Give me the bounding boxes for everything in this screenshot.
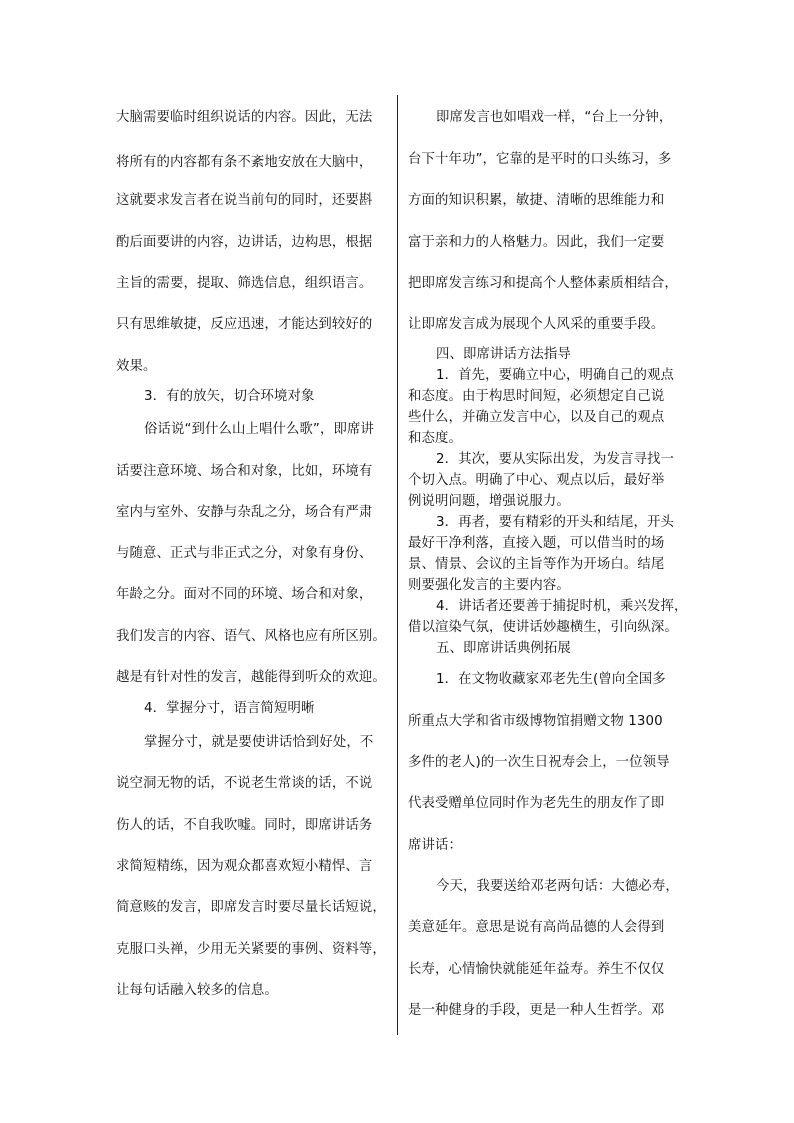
left-line-21: 简意赅的发言，即席发言时要尽量长话短说， bbox=[116, 900, 386, 915]
right-line-9: 和态度。由于构思时间短，必须想定自己说 bbox=[408, 389, 665, 404]
left-line-9: 俗话说“到什么山上唱什么歌”，即席讲 bbox=[144, 422, 374, 437]
left-line-2: 将所有的内容都有条不紊地安放在大脑中， bbox=[116, 155, 373, 170]
right-line-17: 景、情景、会议的主旨等作为开场白。结尾 bbox=[408, 557, 665, 572]
left-line-23: 让每句话融入较多的信息。 bbox=[116, 983, 278, 998]
right-line-10: 些什么，并确立发言中心，以及自己的观点 bbox=[408, 410, 665, 425]
left-line-4: 酌后面要讲的内容，边讲话，边构思，根据 bbox=[116, 235, 373, 250]
right-line-15: 3．再者，要有精彩的开头和结尾，开头 bbox=[436, 515, 674, 530]
left-line-18: 说空洞无物的话，不说老生常谈的话，不说 bbox=[116, 776, 373, 791]
right-line-26: 席讲话： bbox=[408, 838, 462, 853]
column-divider bbox=[397, 95, 398, 1035]
right-line-1: 即席发言也如唱戏一样，“台上一分钟， bbox=[436, 110, 673, 125]
right-line-19: 4．讲话者还要善于捕捉时机，乘兴发挥， bbox=[436, 599, 688, 614]
right-line-23: 所重点大学和省市级博物馆捐赠文物 1300 bbox=[408, 714, 663, 729]
right-line-4: 富于亲和力的人格魅力。因此，我们一定要 bbox=[408, 235, 665, 250]
left-line-13: 年龄之分。面对不同的环境、场合和对象， bbox=[116, 587, 373, 602]
right-line-3: 方面的知识积累，敏捷、清晰的思维能力和 bbox=[408, 193, 665, 208]
left-line-17: 掌握分寸，就是要使讲话恰到好处，不 bbox=[144, 735, 374, 750]
left-line-5: 主旨的需要，提取、筛选信息，组织语言。 bbox=[116, 276, 373, 291]
left-line-10: 话要注意环境、场合和对象，比如，环境有 bbox=[116, 464, 373, 479]
right-heading-4: 四、即席讲话方法指导 bbox=[436, 347, 571, 362]
left-line-22: 克服口头禅，少用无关紧要的事例、资料等， bbox=[116, 942, 386, 957]
left-line-14: 我们发言的内容、语气、风格也应有所区别。 bbox=[116, 629, 386, 644]
left-line-1: 大脑需要临时组织说话的内容。因此，无法 bbox=[116, 110, 373, 125]
left-line-3: 这就要求发言者在说当前句的同时，还要斟 bbox=[116, 193, 373, 208]
left-line-15: 越是有针对性的发言，越能得到听众的欢迎。 bbox=[116, 670, 386, 685]
right-line-30: 是一种健身的手段，更是一种人生哲学。邓 bbox=[408, 1003, 665, 1018]
left-line-11: 室内与室外、安静与杂乱之分，场合有严肃 bbox=[116, 505, 373, 520]
right-line-22: 1．在文物收藏家邓老先生(曾向全国多 bbox=[436, 672, 666, 687]
left-heading-3: 3．有的放矢，切合环境对象 bbox=[144, 389, 315, 404]
right-line-12: 2．其次，要从实际出发，为发言寻找一 bbox=[436, 452, 674, 467]
right-line-14: 例说明问题，增强说服力。 bbox=[408, 494, 570, 509]
right-heading-5: 五、即席讲话典例拓展 bbox=[436, 641, 571, 656]
left-heading-4: 4．掌握分寸，语言简短明晰 bbox=[144, 701, 315, 716]
right-line-29: 长寿，心情愉快就能延年益寿。养生不仅仅 bbox=[408, 962, 665, 977]
left-line-6: 只有思维敏捷，反应迅速，才能达到较好的 bbox=[116, 317, 373, 332]
left-line-12: 与随意、正式与非正式之分，对象有身份、 bbox=[116, 546, 373, 561]
right-line-11: 和态度。 bbox=[408, 431, 462, 446]
right-line-25: 代表受赠单位同时作为老先生的朋友作了即 bbox=[408, 796, 665, 811]
right-line-5: 把即席发言练习和提高个人整体素质相结合， bbox=[408, 276, 678, 291]
right-line-2: 台下十年功”，它靠的是平时的口头练习，多 bbox=[408, 152, 672, 167]
right-line-6: 让即席发言成为展现个人风采的重要手段。 bbox=[408, 317, 665, 332]
right-line-28: 美意延年。意思是说有高尚品德的人会得到 bbox=[408, 920, 665, 935]
left-line-7: 效果。 bbox=[116, 359, 157, 374]
right-line-20: 借以渲染气氛，使讲话妙趣横生，引向纵深。 bbox=[408, 620, 678, 635]
right-line-8: 1．首先，要确立中心，明确自己的观点 bbox=[436, 368, 674, 383]
right-line-24: 多件的老人)的一次生日祝寿会上，一位领导 bbox=[408, 755, 670, 770]
right-line-13: 个切入点。明确了中心、观点以后，最好举 bbox=[408, 473, 665, 488]
right-line-18: 则要强化发言的主要内容。 bbox=[408, 578, 570, 593]
left-line-19: 伤人的话，不自我吹嘘。同时，即席讲话务 bbox=[116, 818, 373, 833]
right-line-27: 今天，我要送给邓老两句话：大德必寿， bbox=[436, 879, 679, 894]
right-line-16: 最好干净利落，直接入题，可以借当时的场 bbox=[408, 536, 665, 551]
left-line-20: 求简短精练，因为观众都喜欢短小精悍、言 bbox=[116, 859, 373, 874]
